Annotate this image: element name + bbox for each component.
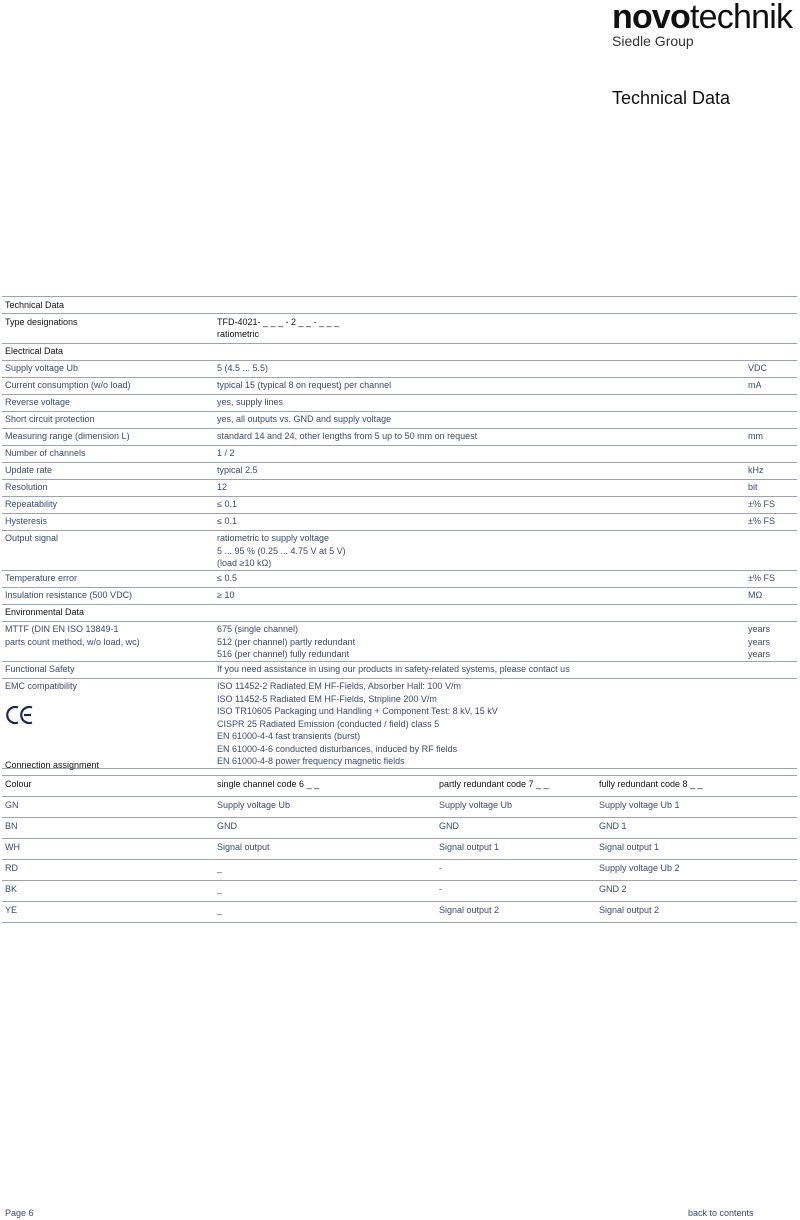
assignment-cell: Signal output 2 xyxy=(596,902,797,923)
brand-logo xyxy=(612,0,800,49)
row-unit: ±% FS xyxy=(745,570,797,587)
assignment-cell: Supply voltage Ub xyxy=(436,797,596,818)
emc-standard: ISO 11452-2 Radiated EM HF-Fields, Absorber Hall: 100 V/m xyxy=(217,681,461,691)
wire-colour: YE xyxy=(2,902,214,923)
row-label: Resolution xyxy=(2,479,214,496)
row-value: 12 xyxy=(214,479,745,496)
type-label: Type designations xyxy=(2,314,214,344)
row-label: Temperature error xyxy=(2,570,214,587)
table-row xyxy=(2,445,797,462)
emc-standard: EN 61000-4-4 fast transients (burst) xyxy=(217,731,361,741)
row-unit: VDC xyxy=(745,360,797,377)
row-label: Current consumption (w/o load) xyxy=(2,377,214,394)
assignment-cell: - xyxy=(436,860,596,881)
wire-colour: BK xyxy=(2,881,214,902)
row-label: Supply voltage Ub xyxy=(2,360,214,377)
emc-standard: EN 61000-4-6 conducted disturbances, induced by RF fields xyxy=(217,743,458,754)
table-header-row xyxy=(2,776,797,797)
wire-colour: BN xyxy=(2,818,214,839)
table-row xyxy=(2,530,797,570)
row-label: Functional Safety xyxy=(2,661,214,678)
table-row xyxy=(2,818,797,839)
section-title: Electrical Data xyxy=(2,343,214,360)
column-header: partly redundant code 7 _ _ xyxy=(436,776,596,797)
connection-table xyxy=(2,775,797,923)
wire-colour: RD xyxy=(2,860,214,881)
row-label: Insulation resistance (500 VDC) xyxy=(2,587,214,604)
table-row xyxy=(2,462,797,479)
row-unit xyxy=(745,411,797,428)
row-value: standard 14 and 24, other lengths from 5 up to 50 mm on request xyxy=(214,428,745,445)
brand-sub: Siedle Group xyxy=(612,33,694,49)
page-title: Technical Data xyxy=(612,88,731,108)
table-row xyxy=(2,881,797,902)
table-row xyxy=(2,621,797,661)
row-value: 5 (4.5 ... 5.5) xyxy=(214,360,745,377)
row-unit xyxy=(745,445,797,462)
page-number: Page 6 xyxy=(5,1208,34,1218)
assignment-cell: Supply voltage Ub xyxy=(214,797,436,818)
emc-standard: EN 61000-4-8 power frequency magnetic fields xyxy=(217,756,405,766)
column-header: fully redundant code 8 _ _ xyxy=(596,776,797,797)
row-value: ratiometric to supply voltage 5 ... 95 % (0.25 ... 4.75 V at 5 V) (load ≥10 kΩ) xyxy=(214,530,745,570)
table-row xyxy=(2,570,797,587)
emc-standard: CISPR 25 Radiated Emission (conducted / field) class 5 xyxy=(217,718,440,729)
emc-standard: ISO 11452-5 Radiated EM HF-Fields, Stripline 200 V/m xyxy=(217,693,437,704)
row-value: ≤ 0.1 xyxy=(214,496,745,513)
row-label: Hysteresis xyxy=(2,513,214,530)
assignment-cell: Signal output 1 xyxy=(596,839,797,860)
table-row xyxy=(2,394,797,411)
row-label: Measuring range (dimension L) xyxy=(2,428,214,445)
row-value: If you need assistance in using our products in safety-related systems, please contact us xyxy=(214,661,745,678)
table-row xyxy=(2,902,797,923)
assignment-cell: GND xyxy=(436,818,596,839)
table-row xyxy=(2,513,797,530)
table-section-row xyxy=(2,297,797,314)
technical-data-table xyxy=(2,296,797,769)
table-row xyxy=(2,839,797,860)
table-section-row xyxy=(2,343,797,360)
connection-title: Connection assignment xyxy=(5,760,100,770)
table-row xyxy=(2,587,797,604)
back-to-contents-link[interactable]: back to contents xyxy=(688,1208,754,1218)
assignment-cell: Supply voltage Ub 1 xyxy=(596,797,797,818)
row-value: yes, supply lines xyxy=(214,394,745,411)
column-header: single channel code 6 _ _ xyxy=(214,776,436,797)
row-label: Repeatability xyxy=(2,496,214,513)
column-header: Colour xyxy=(2,776,214,797)
ce-mark-icon xyxy=(5,704,35,726)
row-label: MTTF (DIN EN ISO 13849-1 parts count method, w/o load, wc) xyxy=(2,621,214,661)
table-row xyxy=(2,360,797,377)
table-row xyxy=(2,479,797,496)
row-unit: ±% FS xyxy=(745,496,797,513)
row-unit: mm xyxy=(745,428,797,445)
table-row xyxy=(2,860,797,881)
table-row xyxy=(2,411,797,428)
row-unit: kHz xyxy=(745,462,797,479)
assignment-cell: Supply voltage Ub 2 xyxy=(596,860,797,881)
type-designation-row xyxy=(2,314,797,344)
row-value: ≥ 10 xyxy=(214,587,745,604)
assignment-cell: GND xyxy=(214,818,436,839)
row-unit: MΩ xyxy=(745,587,797,604)
wire-colour: WH xyxy=(2,839,214,860)
row-unit xyxy=(745,394,797,411)
row-label: Reverse voltage xyxy=(2,394,214,411)
brand-name: novotechnik xyxy=(612,0,793,36)
section-title: Environmental Data xyxy=(2,604,214,621)
row-value: yes, all outputs vs. GND and supply voltage xyxy=(214,411,745,428)
table-row xyxy=(2,496,797,513)
row-label: Update rate xyxy=(2,462,214,479)
table-section-row xyxy=(2,604,797,621)
row-value: ≤ 0.5 xyxy=(214,570,745,587)
assignment-cell: - xyxy=(436,881,596,902)
assignment-cell: _ xyxy=(214,860,436,881)
row-value: ≤ 0.1 xyxy=(214,513,745,530)
row-label: Short circuit protection xyxy=(2,411,214,428)
assignment-cell: Signal output 2 xyxy=(436,902,596,923)
emc-standard: ISO TR10605 Packaging und Handling + Component Test: 8 kV, 15 kV xyxy=(217,706,498,716)
row-value xyxy=(214,678,745,768)
wire-colour: GN xyxy=(2,797,214,818)
type-value: TFD-4021- _ _ _ - 2 _ _ - _ _ _ ratiometric xyxy=(214,314,745,344)
row-unit: years years years xyxy=(745,621,797,661)
row-value: typical 2.5 xyxy=(214,462,745,479)
table-row xyxy=(2,797,797,818)
section-title: Technical Data xyxy=(2,297,214,314)
table-row xyxy=(2,678,797,768)
assignment-cell: GND 1 xyxy=(596,818,797,839)
assignment-cell: GND 2 xyxy=(596,881,797,902)
assignment-cell: Signal output 1 xyxy=(436,839,596,860)
row-value: 675 (single channel) 512 (per channel) partly redundant 516 (per channel) fully redundant xyxy=(214,621,745,661)
row-label: Number of channels xyxy=(2,445,214,462)
row-value: typical 15 (typical 8 on request) per channel xyxy=(214,377,745,394)
row-label: Output signal xyxy=(2,530,214,570)
row-label: EMC compatibility xyxy=(2,678,214,768)
row-value: 1 / 2 xyxy=(214,445,745,462)
row-unit: ±% FS xyxy=(745,513,797,530)
row-unit: bit xyxy=(745,479,797,496)
table-row xyxy=(2,661,797,678)
table-row xyxy=(2,377,797,394)
assignment-cell: _ xyxy=(214,881,436,902)
assignment-cell: Signal output xyxy=(214,839,436,860)
row-unit: mA xyxy=(745,377,797,394)
assignment-cell: _ xyxy=(214,902,436,923)
table-row xyxy=(2,428,797,445)
